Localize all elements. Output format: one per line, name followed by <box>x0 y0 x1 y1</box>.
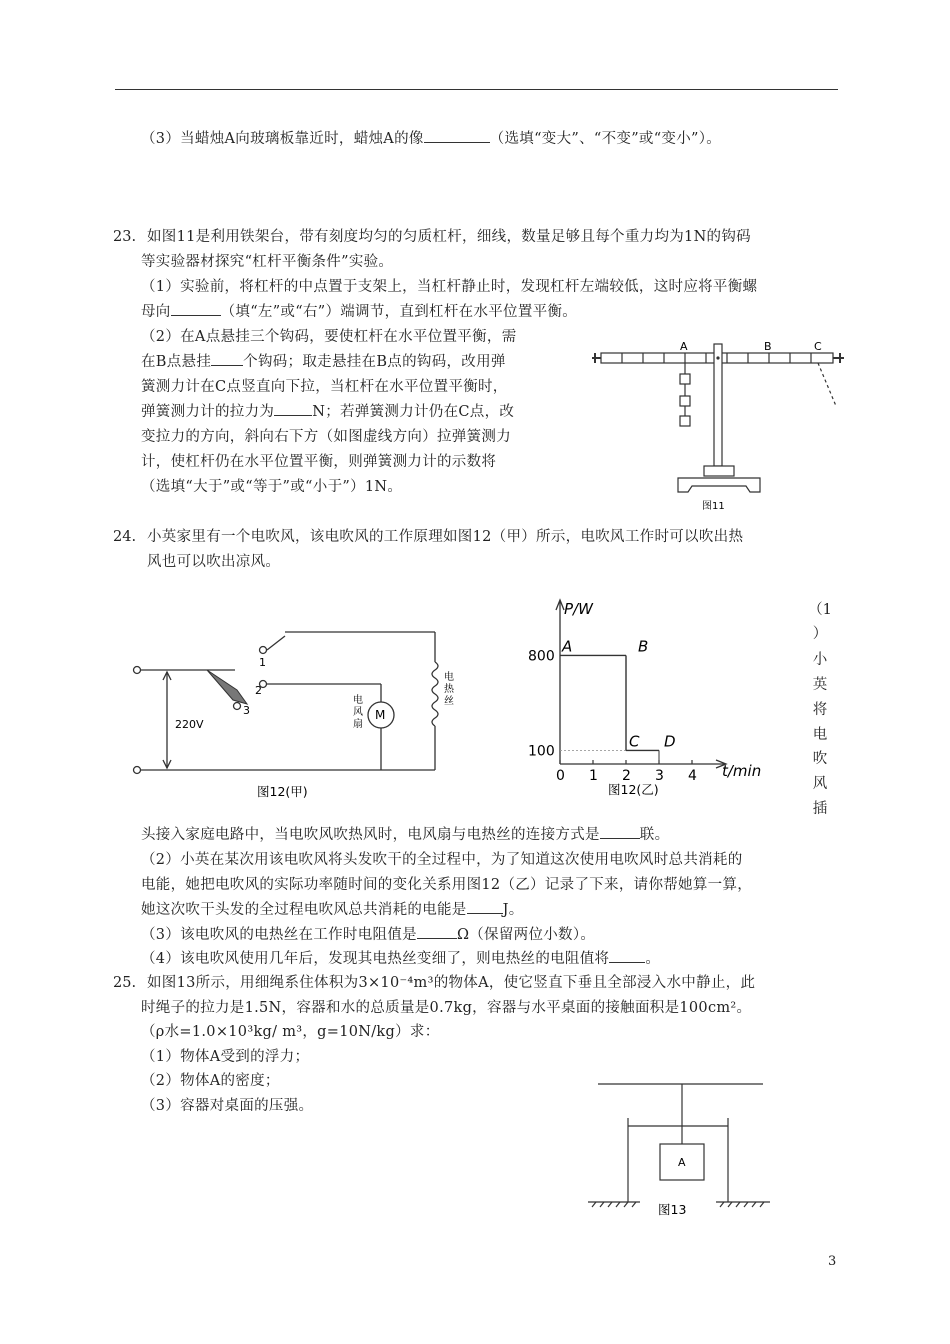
object-a-label: A <box>678 1156 686 1169</box>
figure-12-power-chart <box>520 594 780 806</box>
page-number: 3 <box>828 1254 837 1269</box>
label-a: A <box>680 340 688 353</box>
figure-13-container <box>588 1078 778 1220</box>
heater-label: 丝 <box>444 696 454 707</box>
q25-part3: （3）容器对桌面的压强。 <box>141 1098 314 1114</box>
x-tick-label: 1 <box>589 768 598 784</box>
label-c: C <box>814 340 822 353</box>
answer-blank[interactable] <box>417 924 457 939</box>
point-label: A <box>562 637 573 656</box>
q24-part2: 她这次吹干头发的全过程电吹风总共消耗的电能是 J。 <box>141 898 524 922</box>
q24-part2: （2）小英在某次用该电吹风将头发吹干的全过程中，为了知道这次使用电吹风时总共消耗的 <box>141 852 743 868</box>
x-tick-label: 0 <box>556 768 565 784</box>
switch-terminal-2: 2 <box>255 684 262 697</box>
fan-label: 风 <box>353 707 363 718</box>
q23-part2: 弹簧测力计的拉力为 N；若弹簧测力计仍在C点，改 <box>141 400 514 424</box>
motor-label: M <box>375 708 386 722</box>
q22-part3: （3）当蜡烛A向玻璃板靠近时，蜡烛A的像 （选填“变大”、“不变”或“变小”）。 <box>141 127 721 151</box>
x-tick-label: 4 <box>688 768 697 784</box>
y-axis-label: P/W <box>564 600 593 618</box>
q25-intro: 时绳子的拉力是1.5N，容器和水的总质量是0.7kg，容器与水平桌面的接触面积是100cm²。 <box>141 1000 752 1016</box>
figure-caption: 图12(乙) <box>608 782 659 797</box>
q24-part1: 头接入家庭电路中，当电吹风吹热风时，电风扇与电热丝的连接方式是 联。 <box>141 823 669 847</box>
q24-intro: 小英家里有一个电吹风，该电吹风的工作原理如图12（甲）所示，电吹风工作时可以吹出热 <box>147 529 744 545</box>
q25-part2: （2）物体A的密度； <box>141 1073 280 1089</box>
answer-blank[interactable] <box>600 824 640 839</box>
answer-blank[interactable] <box>274 401 312 416</box>
answer-blank[interactable] <box>467 899 503 914</box>
switch-terminal-1: 1 <box>259 656 266 669</box>
fan-label: 扇 <box>353 719 363 730</box>
q25-intro: 如图13所示，用细绳系住体积为3×10⁻⁴m³的物体A，使它竖直下垂且全部浸入水中静止，此 <box>147 975 756 991</box>
q23-part2: 簧测力计在C点竖直向下拉，当杠杆在水平位置平衡时， <box>141 379 508 395</box>
answer-blank[interactable] <box>609 948 645 963</box>
point-label: C <box>629 732 640 751</box>
q24-part2: 电能，她把电吹风的实际功率随时间的变化关系用图12（乙）记录了下来，请你帮她算一算， <box>141 877 753 893</box>
q25-given: （ρ水=1.0×10³kg/ m³，g=10N/kg）求： <box>141 1024 440 1040</box>
question-number: 23. <box>113 229 137 245</box>
x-tick-label: 3 <box>655 768 664 784</box>
q25-part1: （1）物体A受到的浮力； <box>141 1049 310 1065</box>
point-label: D <box>664 732 676 751</box>
point-label: B <box>638 637 649 656</box>
y-tick-label: 800 <box>528 648 555 665</box>
figure-caption: 图13 <box>658 1202 687 1217</box>
q23-part2: 计，使杠杆仍在水平位置平衡，则弹簧测力计的示数将 <box>141 454 497 470</box>
q23-intro: 等实验器材探究“杠杆平衡条件”实验。 <box>141 254 394 270</box>
q23-part2: （选填“大于”或“等于”或“小于”）1N。 <box>141 479 403 495</box>
q23-part2: 在B点悬挂 个钩码；取走悬挂在B点的钩码，改用弹 <box>141 350 506 374</box>
q24-intro: 风也可以吹出凉风。 <box>147 554 281 570</box>
header-rule <box>115 89 838 90</box>
heater-label: 热 <box>444 684 454 695</box>
fan-label: 电 <box>353 695 363 706</box>
q23-part2: 变拉力的方向，斜向右下方（如图虚线方向）拉弹簧测力 <box>141 429 511 445</box>
question-number: 24. <box>113 529 137 545</box>
question-number: 25. <box>113 975 137 991</box>
x-axis-label: t/min <box>722 762 762 780</box>
q24-part3: （3）该电吹风的电热丝在工作时电阻值是 Ω（保留两位小数）。 <box>141 923 595 947</box>
answer-blank[interactable] <box>211 351 243 366</box>
voltage-label: 220V <box>175 718 204 731</box>
figure-caption: 图11 <box>702 501 725 512</box>
q23-part1: 母向 （填“左”或“右”）端调节，直到杠杆在水平位置平衡。 <box>141 300 577 324</box>
label-b: B <box>764 340 772 353</box>
q23-part1: （1）实验前，将杠杆的中点置于支架上，当杠杆静止时，发现杠杆左端较低，这时应将平衡螺 <box>141 279 758 295</box>
answer-blank[interactable] <box>171 301 221 316</box>
q23-part2: （2）在A点悬挂三个钩码，要使杠杆在水平位置平衡，需 <box>141 329 517 345</box>
figure-caption: 图12(甲) <box>257 784 308 799</box>
q23-intro: 如图11是利用铁架台，带有刻度均匀的匀质杠杆，细线，数量足够且每个重力均为1N的钩码 <box>147 229 751 245</box>
switch-terminal-3: 3 <box>243 704 250 717</box>
figure-12-circuit <box>125 618 455 808</box>
y-tick-label: 100 <box>528 743 555 760</box>
x-tick-label: 2 <box>622 768 631 784</box>
figure-11-lever <box>590 338 850 516</box>
heater-label: 电 <box>444 672 454 683</box>
answer-blank[interactable] <box>424 128 490 143</box>
q24-part4: （4）该电吹风使用几年后，发现其电热丝变细了，则电热丝的电阻值将 。 <box>141 947 660 971</box>
